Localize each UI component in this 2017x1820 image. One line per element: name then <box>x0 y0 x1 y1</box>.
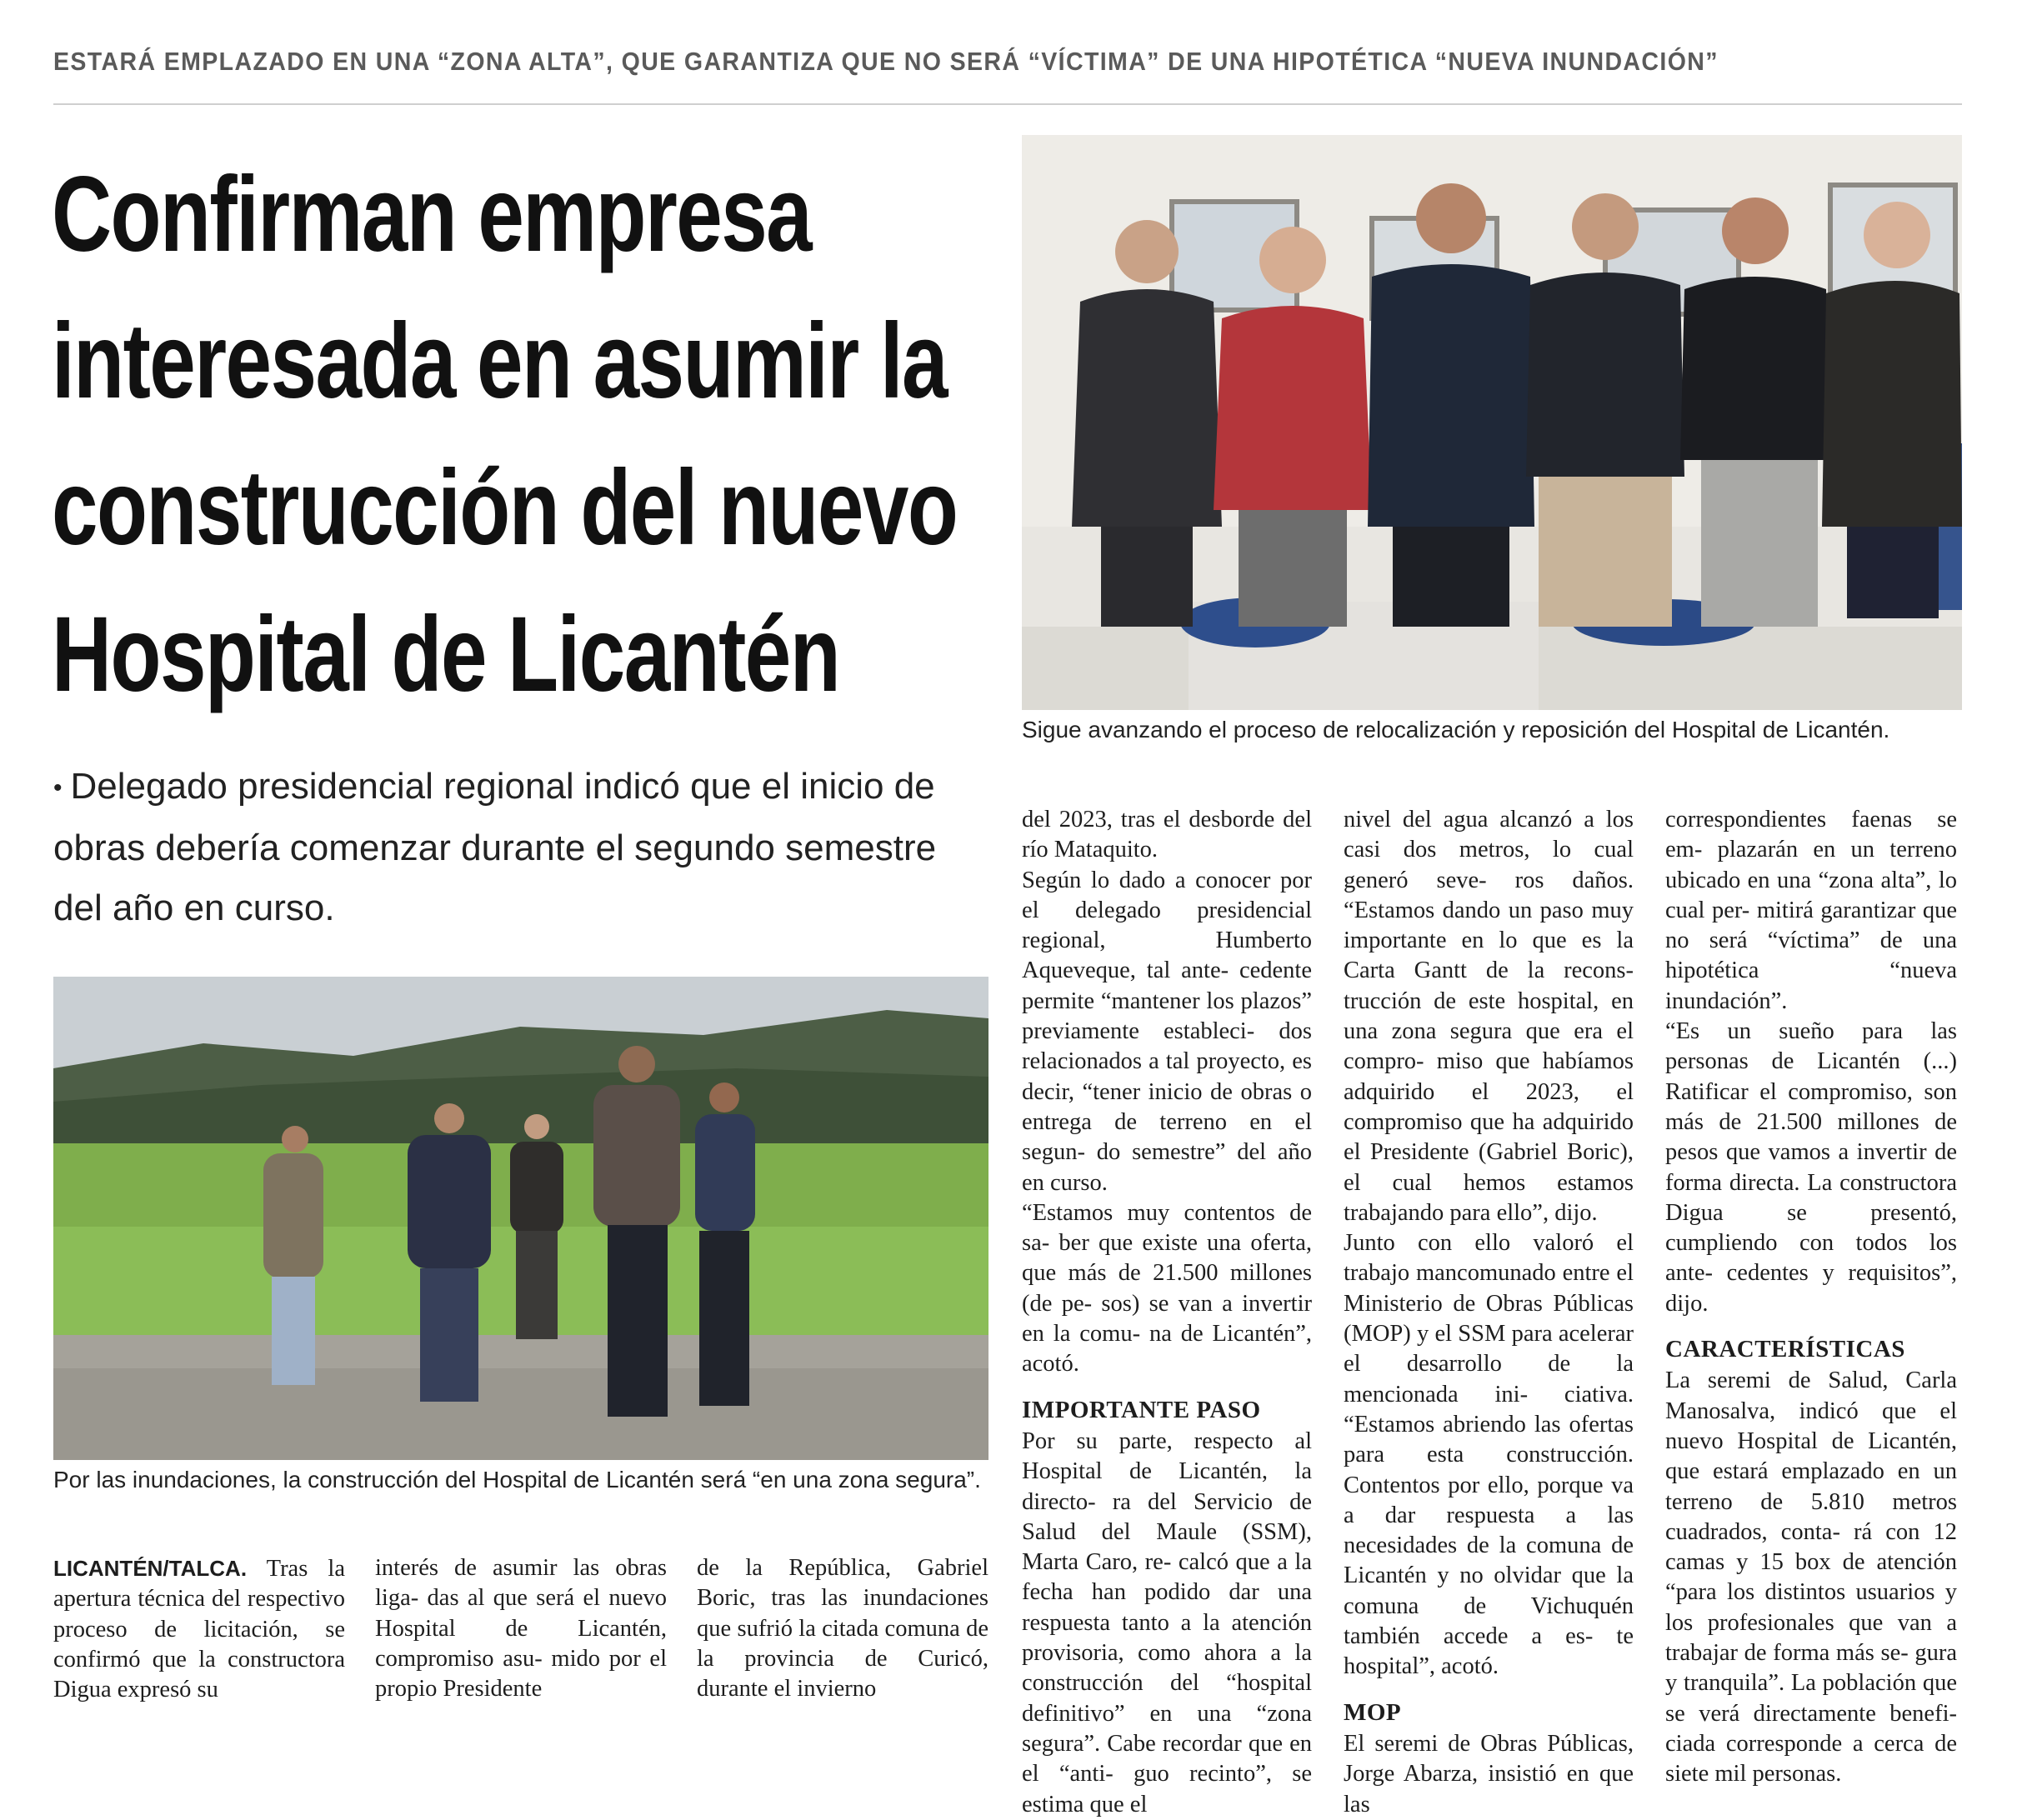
subheadline-text: Delegado presidencial regional indicó que el inicio de obras debería comenzar durante el segundo semestre del año en curso. <box>53 766 937 929</box>
bullet-icon: • <box>53 774 63 802</box>
subheadline <box>53 757 987 938</box>
article-paragraph: “Estamos muy contentos de sa- ber que existe una oferta, que más de 21.500 millones (de pe- sos) se van a invertir en la comu- na de Licantén”, acotó. <box>1022 1199 1312 1378</box>
section-heading: MOP <box>1344 1698 1402 1726</box>
article-paragraph: de la República, Gabriel Boric, tras las inundaciones que sufrió la citada comuna de la provincia de Curicó, durante el invierno <box>697 1555 988 1702</box>
article-paragraph: La seremi de Salud, Carla Manosalva, indicó que el nuevo Hospital de Licantén, que estará emplazado en un terreno de 5.810 metros cuadrados, conta- rá con 12 camas y 15 box de atención “para los distintos usuarios y los profesionales que van a trabajar de forma más se- gura y tranquila”. La población que se verá directamente benefi- ciada corresponde a cerca de siete mil personas. <box>1665 1368 1957 1788</box>
article-column-3 <box>697 1553 988 1704</box>
article-column-1 <box>53 1553 345 1705</box>
section-heading: IMPORTANTE PASO <box>1022 1396 1261 1423</box>
photo-field-site <box>53 977 988 1460</box>
article-paragraph <box>53 1553 345 1705</box>
article-paragraph: “Es un sueño para las personas de Licantén (...) Ratificar el compromiso, son más de 21.500 millones de pesos que vamos a invertir de forma directa. La constructora Digua se presentó, cumpliendo con todos los ante- cedentes y requisitos”, dijo. <box>1665 1018 1957 1317</box>
article-column-6 <box>1665 805 1957 1790</box>
article-column-2 <box>375 1553 667 1704</box>
article-text: Tras la apertura técnica del respectivo proceso de licitación, se confirmó que la constructora Digua expresó su <box>53 1556 345 1703</box>
headline-line-1: Confirman empresa <box>52 155 812 274</box>
headline <box>52 142 1027 728</box>
article-paragraph: interés de asumir las obras liga- das al que será el nuevo Hospital de Licantén, compromiso asu- mido por el propio Presidente <box>375 1555 667 1702</box>
header-rule <box>53 103 1962 105</box>
article-paragraph: Según lo dado a conocer por el delegado presidencial regional, Humberto Aqueveque, tal ante- cedente permite “mantener los plazos” previamente estableci- dos relacionados a tal proyecto, es decir, “tener inicio de obras o entrega de terreno en el segun- do semestre” del año en curso. <box>1022 867 1312 1196</box>
dateline: LICANTÉN/TALCA. <box>53 1556 248 1581</box>
photo-caption-top: Sigue avanzando el proceso de relocalización y reposición del Hospital de Licantén. <box>1022 717 1890 742</box>
photo-officials-group <box>1022 135 1962 710</box>
article-paragraph: Junto con ello valoró el trabajo mancomunado entre el Ministerio de Obras Públicas (MOP) y el SSM para acelerar el desarrollo de la mencionada ini- ciativa. “Estamos abriendo las ofertas para esta construcción. Contentos por ello, porque va a dar respuesta a las necesidades de la comuna de Licantén y no olvidar que la comuna de Vichuquén también accede a es- te hospital”, acotó. <box>1344 1230 1634 1680</box>
article-column-5 <box>1344 805 1634 1820</box>
headline-line-3: construcción del nuevo <box>52 448 958 568</box>
headline-line-4: Hospital de Licantén <box>52 595 840 714</box>
kicker-headline: ESTARÁ EMPLAZADO EN UNA “ZONA ALTA”, QUE GARANTIZA QUE NO SERÁ “VÍCTIMA” DE UNA HIPOTÉTICA “NUEVA INUNDACIÓN” <box>53 47 1719 76</box>
article-paragraph: El seremi de Obras Públicas, Jorge Abarza, insistió en que las <box>1344 1730 1634 1818</box>
photo-caption-bottom: Por las inundaciones, la construcción del Hospital de Licantén será “en una zona segura”. <box>53 1467 981 1492</box>
article-paragraph: del 2023, tras el desborde del río Mataquito. <box>1022 807 1312 863</box>
article-column-4 <box>1022 805 1312 1820</box>
article-paragraph: nivel del agua alcanzó a los casi dos metros, lo cual generó seve- ros daños. “Estamos dando un paso muy importante en lo que es la Carta Gantt de la recons- trucción de este hospital, en una zona segura que era el compro- miso que habíamos adquirido el 2023, el compromiso que ha adquirido el Presidente (Gabriel Boric), el cual hemos estamos trabajando para ello”, dijo. <box>1344 807 1634 1226</box>
headline-line-2: interesada en asumir la <box>52 302 947 421</box>
section-heading: CARACTERÍSTICAS <box>1665 1336 1905 1363</box>
article-paragraph: Por su parte, respecto al Hospital de Licantén, la directo- ra del Servicio de Salud del Maule (SSM), Marta Caro, re- calcó que a la fecha han podido dar una respuesta tanto a la atención provisoria, como ahora a la construcción del “hospital definitivo” en una “zona segura”. Cabe recordar que en el “anti- guo recinto”, se estima que el <box>1022 1428 1312 1818</box>
article-paragraph: correspondientes faenas se em- plazarán en un terreno ubicado en una “zona alta”, lo cual per- mitirá garantizar que no será “víctima” de una hipotética “nueva inundación”. <box>1665 807 1957 1014</box>
